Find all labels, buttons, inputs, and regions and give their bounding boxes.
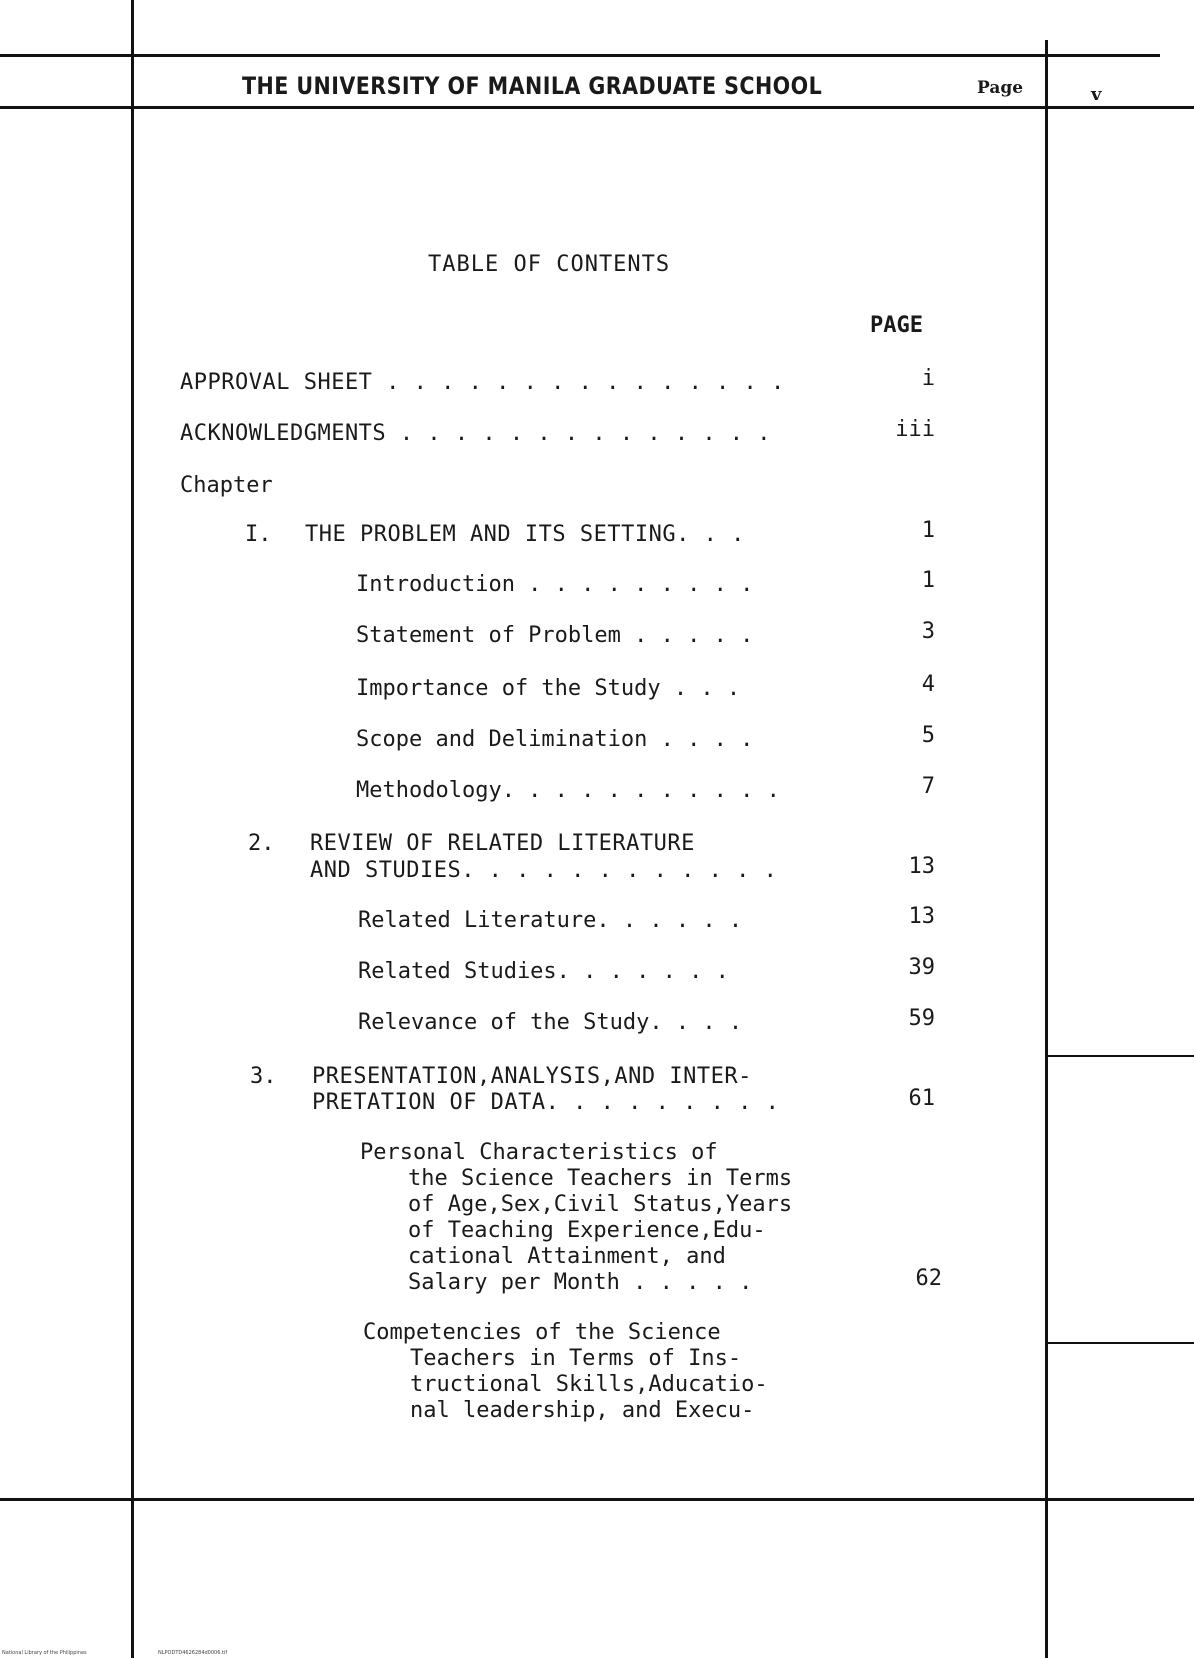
- toc-entry-introduction: Introduction . . . . . . . . .: [356, 572, 754, 597]
- toc-page-scope-delimination: 5: [921, 723, 935, 748]
- toc-page-relevance-of-study: 59: [908, 1006, 935, 1031]
- toc-entry-acknowledgments: ACKNOWLEDGMENTS . . . . . . . . . . . . . .: [180, 421, 772, 446]
- toc-page-importance-of-study: 4: [921, 672, 935, 697]
- toc-entry-competencies-line-2: Teachers in Terms of Ins-: [410, 1346, 742, 1371]
- toc-entry-importance-of-study: Importance of the Study . . .: [356, 676, 741, 701]
- toc-entry-competencies-line-1: Competencies of the Science: [363, 1320, 721, 1345]
- page-column-label: PAGE: [870, 313, 923, 338]
- toc-entry-methodology: Methodology. . . . . . . . . . .: [356, 778, 780, 803]
- toc-entry-related-studies: Related Studies. . . . . . .: [358, 959, 729, 984]
- university-header-title: THE UNIVERSITY OF MANILA GRADUATE SCHOOL: [242, 72, 823, 100]
- scan-credit: National Library of the Philippines: [2, 1650, 87, 1656]
- toc-page-related-studies: 39: [908, 955, 935, 980]
- toc-entry-personal-characteristics-line-4: of Teaching Experience,Edu-: [408, 1218, 766, 1243]
- toc-entry-personal-characteristics-line-1: Personal Characteristics of: [360, 1140, 718, 1165]
- toc-entry-relevance-of-study: Relevance of the Study. . . .: [358, 1010, 743, 1035]
- chapter-3-title-line-2: PRETATION OF DATA. . . . . . . . .: [312, 1090, 780, 1115]
- right-margin-rule: [1045, 40, 1048, 1658]
- toc-page-methodology: 7: [921, 774, 935, 799]
- chapter-3-page: 61: [908, 1086, 935, 1111]
- toc-page-statement-of-problem: 3: [921, 619, 935, 644]
- chapter-3-title-line-1: PRESENTATION,ANALYSIS,AND INTER-: [312, 1064, 752, 1089]
- scan-filename: NLPODTD4626284d0006.tif: [158, 1650, 228, 1656]
- chapter-2-page: 13: [908, 854, 935, 879]
- header-underline: [0, 106, 1194, 109]
- right-short-rule-1: [1045, 1055, 1194, 1057]
- toc-entry-statement-of-problem: Statement of Problem . . . . .: [356, 623, 754, 648]
- toc-entry-scope-delimination: Scope and Delimination . . . .: [356, 727, 754, 752]
- top-rule: [0, 54, 1160, 57]
- chapter-1-number: I.: [245, 522, 272, 547]
- toc-entry-personal-characteristics-line-5: cational Attainment, and: [408, 1244, 726, 1269]
- toc-entry-related-literature: Related Literature. . . . . .: [358, 908, 743, 933]
- toc-page-introduction: 1: [921, 568, 935, 593]
- header-page-label: Page: [977, 78, 1024, 98]
- toc-page-personal-characteristics: 62: [915, 1266, 942, 1291]
- chapter-3-number: 3.: [250, 1064, 277, 1089]
- chapter-1-title: THE PROBLEM AND ITS SETTING. . .: [305, 522, 745, 547]
- toc-page-related-literature: 13: [908, 904, 935, 929]
- toc-entry-competencies-line-3: tructional Skills,Aducatio-: [410, 1372, 768, 1397]
- toc-page-approval: i: [921, 366, 935, 391]
- toc-title: TABLE OF CONTENTS: [428, 252, 671, 277]
- chapter-2-title-line-1: REVIEW OF RELATED LITERATURE: [310, 831, 695, 856]
- chapter-label: Chapter: [180, 473, 273, 498]
- toc-entry-competencies-line-4: nal leadership, and Execu-: [410, 1398, 755, 1423]
- chapter-2-title-line-2: AND STUDIES. . . . . . . . . . . .: [310, 858, 778, 883]
- right-short-rule-2: [1045, 1342, 1194, 1344]
- toc-entry-approval: APPROVAL SHEET . . . . . . . . . . . . . . .: [180, 370, 785, 395]
- toc-entry-personal-characteristics-line-6: Salary per Month . . . . .: [408, 1270, 753, 1295]
- toc-page-acknowledgments: iii: [895, 417, 935, 442]
- toc-entry-personal-characteristics-line-3: of Age,Sex,Civil Status,Years: [408, 1192, 793, 1217]
- chapter-1-page: 1: [921, 518, 935, 543]
- left-margin-rule: [131, 0, 134, 1658]
- bottom-rule: [0, 1498, 1194, 1501]
- toc-entry-personal-characteristics-line-2: the Science Teachers in Terms: [408, 1166, 793, 1191]
- chapter-2-number: 2.: [248, 831, 275, 856]
- header-page-number: v: [1091, 84, 1102, 105]
